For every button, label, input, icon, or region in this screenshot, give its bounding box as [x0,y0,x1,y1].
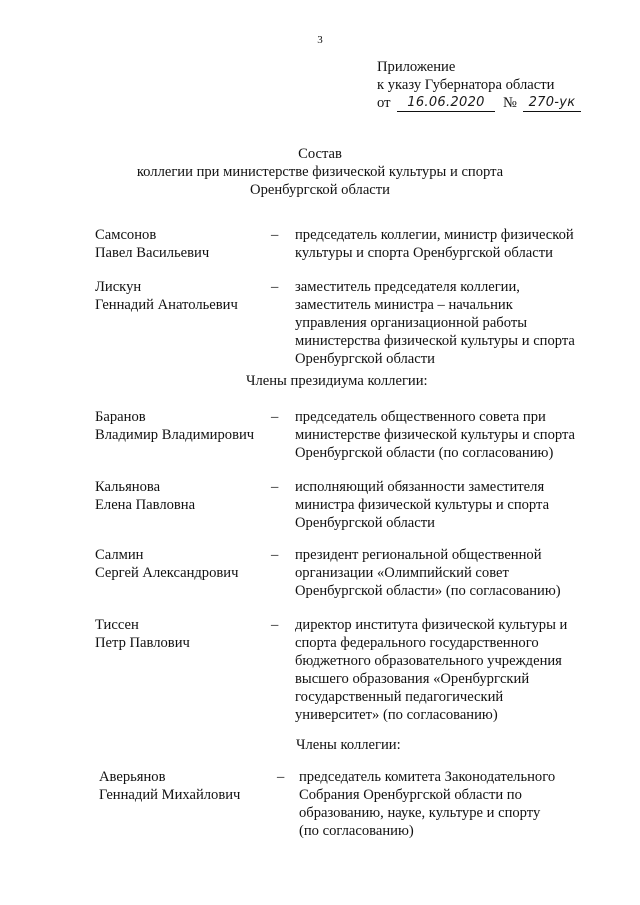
member-role [299,768,599,840]
title-line-3: Оренбургской области [250,182,390,198]
role-line: министерства физической культуры и спорта [295,333,575,349]
member-role [295,616,595,724]
role-line: университет» (по согласованию) [295,707,498,723]
role-line: председатель общественного совета при [295,409,546,425]
role-line: председатель комитета Законодательного [299,769,556,785]
member-name [95,478,270,514]
member-surname: Кальянова [95,479,161,495]
member-surname: Тиссен [95,617,139,633]
role-line: (по согласованию) [299,823,414,839]
appendix-header [377,58,627,114]
role-line: Оренбургской области» (по согласованию) [295,583,561,599]
member-given-name: Петр Павлович [95,635,190,651]
role-line: Оренбургской области [295,515,435,531]
role-line: президент региональной общественной [295,547,542,563]
role-line: председатель коллегии, министр физической [295,227,574,243]
role-line: управления организационной работы [295,315,528,331]
date-prefix: от [377,95,391,111]
member-surname: Салмин [95,547,144,563]
member-role [295,408,595,462]
member-role [295,278,595,368]
document-title [0,145,640,199]
appendix-reference: к указу Губернатора области [377,77,555,93]
role-line: заместитель министра – начальник [295,297,513,313]
role-line: организации «Олимпийский совет [295,565,509,581]
member-given-name: Сергей Александрович [95,565,239,581]
role-line: заместитель председателя коллегии, [295,279,520,295]
number-prefix: № [503,95,517,111]
appendix-date-line [377,94,627,114]
member-name [95,546,270,582]
date-value: 16.06.2020 [397,94,495,112]
role-line: Собрания Оренбургской области по [299,787,522,803]
member-name [95,226,270,262]
member-given-name: Владимир Владимирович [95,427,255,443]
member-surname: Баранов [95,409,146,425]
dash-separator: – [271,409,279,425]
member-surname: Лискун [95,279,142,295]
appendix-title: Приложение [377,59,456,75]
dash-separator: – [271,227,279,243]
member-given-name: Елена Павловна [95,497,196,513]
dash-separator: – [277,769,285,785]
member-surname: Аверьянов [99,769,166,785]
dash-separator: – [271,279,279,295]
dash-separator: – [271,479,279,495]
role-line: исполняющий обязанности заместителя [295,479,545,495]
member-given-name: Геннадий Анатольевич [95,297,238,313]
member-given-name: Геннадий Михайлович [99,787,241,803]
member-role [295,478,595,532]
member-surname: Самсонов [95,227,157,243]
dash-separator: – [271,547,279,563]
member-name [95,278,270,314]
role-line: директор института физической культуры и [295,617,568,633]
member-name [99,768,274,804]
role-line: государственный педагогический [295,689,504,705]
member-name [95,408,270,444]
title-line-1: Состав [298,146,342,162]
presidium-heading: Члены президиума коллегии: [246,373,428,389]
member-role [295,546,595,600]
role-line: Оренбургской области (по согласованию) [295,445,554,461]
role-line: Оренбургской области [295,351,435,367]
role-line: образованию, науке, культуре и спорту [299,805,541,821]
role-line: высшего образования «Оренбургский [295,671,530,687]
dash-separator: – [271,617,279,633]
role-line: спорта федерального государственного [295,635,539,651]
role-line: министерстве физической культуры и спорта [295,427,576,443]
members-heading: Члены коллегии: [296,737,401,753]
member-given-name: Павел Васильевич [95,245,210,261]
page-number: 3 [317,34,323,46]
role-line: министра физической культуры и спорта [295,497,550,513]
role-line: культуры и спорта Оренбургской области [295,245,553,261]
member-role [295,226,595,262]
title-line-2: коллегии при министерстве физической культуры и спорта [136,164,504,180]
member-name [95,616,270,652]
number-value: 270-ук [523,94,581,112]
role-line: бюджетного образовательного учреждения [295,653,562,669]
